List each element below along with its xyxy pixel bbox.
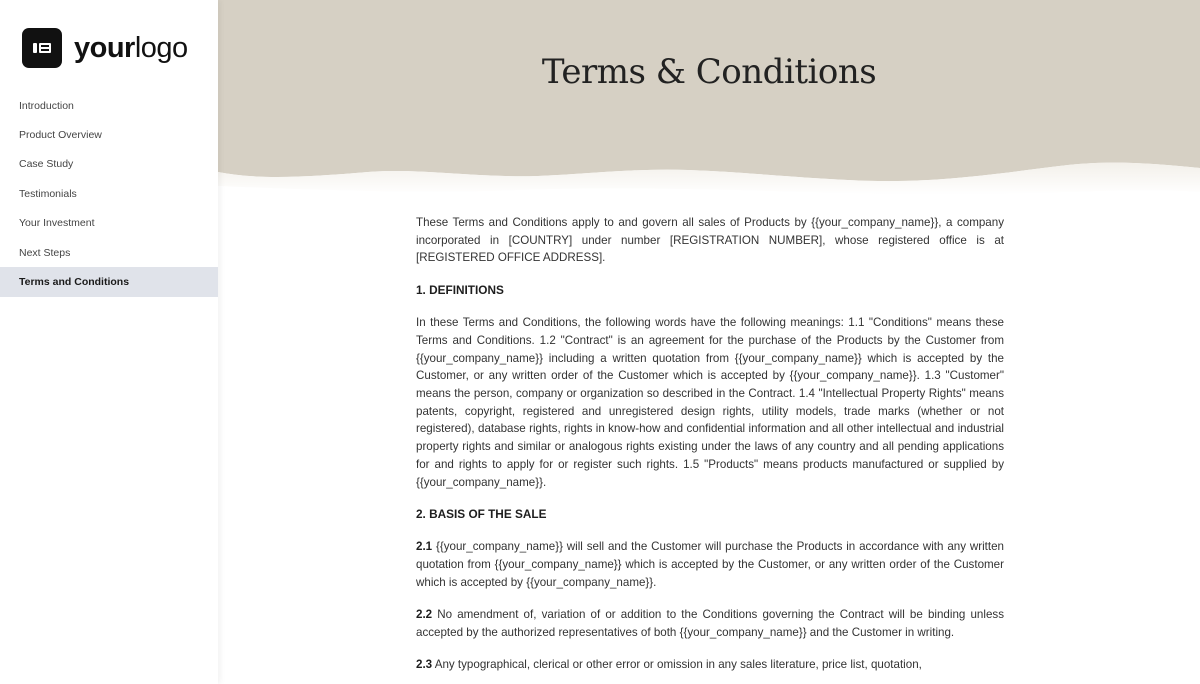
clause-2-2 bbox=[416, 606, 1004, 641]
sidebar bbox=[0, 0, 218, 684]
sidebar-nav bbox=[0, 91, 218, 297]
clause-text: Any typographical, clerical or other error or omission in any sales literature, price list, quotation, bbox=[432, 658, 922, 672]
logo-text: yourlogo bbox=[74, 31, 188, 64]
definitions-paragraph: In these Terms and Conditions, the following words have the following meanings: 1.1 "Conditions" means these Terms and Conditions. 1.2 "Contract" is an agreement for the purchase of the Products by the Customer from {{your_company_name}} including a written quotation from {{your_company_name}} which is accepted by the Customer, or any written order of the Customer which is accepted by {{your_company_name}}. 1.3 "Customer" means the person, company or organization so described in the Contract. 1.4 "Intellectual Property Rights" means patents, copyright, registered and unregistered design rights, utility models, trade marks (whether or not registered), database rights, rights in know-how and confidential information and all other intellectual and industrial property rights and similar or analogous rights existing under the laws of any country and all pending applications for and rights to apply for or register such rights. 1.5 "Products" means products manufactured or supplied by {{your_company_name}}. bbox=[416, 316, 1004, 489]
sidebar-item-testimonials[interactable]: Testimonials bbox=[19, 187, 77, 200]
logo[interactable] bbox=[22, 28, 188, 68]
logo-mark-icon bbox=[22, 28, 62, 68]
clause-number: 2.3 bbox=[416, 658, 433, 672]
clause-number: 2.2 bbox=[416, 608, 433, 622]
header-wave-background bbox=[218, 0, 1200, 200]
terms-document bbox=[416, 214, 1004, 684]
clause-number: 2.1 bbox=[416, 540, 433, 554]
page-header bbox=[218, 0, 1200, 200]
sidebar-item-product-overview[interactable]: Product Overview bbox=[19, 129, 102, 142]
sidebar-item-next-steps[interactable]: Next Steps bbox=[19, 246, 71, 259]
clause-text: {{your_company_name}} will sell and the Customer will purchase the Products in accordance with any written quotation from {{your_company_name}} which is accepted by the Customer, or any written order of the Customer which is accepted by {{your_company_name}}. bbox=[416, 540, 1004, 589]
clause-text: No amendment of, variation of or addition to the Conditions governing the Contract will be binding unless accepted by the authorized representatives of both {{your_company_name}} and the Customer in writing. bbox=[416, 608, 1004, 639]
clause-2-1 bbox=[416, 538, 1004, 591]
section-heading-basis-of-sale: 2. BASIS OF THE SALE bbox=[416, 507, 547, 522]
sidebar-item-your-investment[interactable]: Your Investment bbox=[19, 217, 95, 230]
main-content bbox=[218, 0, 1200, 684]
section-heading-definitions: 1. DEFINITIONS bbox=[416, 282, 504, 297]
page-title: Terms & Conditions bbox=[541, 52, 877, 92]
intro-paragraph: These Terms and Conditions apply to and govern all sales of Products by {{your_company_name}}, a company incorporated in [COUNTRY] under number [REGISTRATION NUMBER], whose registered office is at [REGISTERED OFFICE ADDRESS]. bbox=[416, 216, 1004, 265]
sidebar-item-case-study[interactable]: Case Study bbox=[19, 158, 74, 171]
sidebar-item-terms-and-conditions[interactable]: Terms and Conditions bbox=[0, 267, 218, 296]
sidebar-item-introduction[interactable]: Introduction bbox=[19, 99, 74, 112]
clause-2-3 bbox=[416, 656, 1004, 674]
